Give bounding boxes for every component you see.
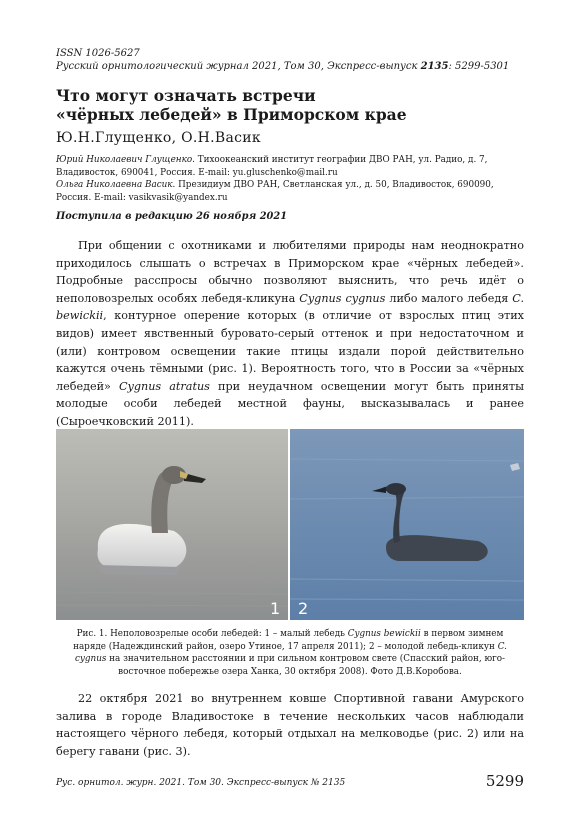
photo-bewick-swan	[56, 429, 288, 620]
photo-whooper-swan	[290, 429, 524, 620]
affiliation-2	[56, 179, 496, 204]
affiliation-text: . Тихоокеанский институт географии ДВО РАН, ул. Радио, д. 7, Владивосток, 690041, Россия. E-mail: yu.gluschenko@mail.ru	[56, 155, 488, 178]
caption-text: на значительном расстоянии и при сильном контровом свете (Спасский район, юго-восточное побережье озера Ханка, 30 октября 2008). Фото Д.В.Коробова.	[106, 654, 505, 677]
article-title	[56, 86, 476, 124]
issn: ISSN 1026-5627	[56, 48, 140, 59]
text-run: , контурное оперение которых (в отличие от взрослых птиц этих видов) имеет явственный буровато-серый оттенок и при недостаточном и (или) контровом освещении такие птицы издали порой действительно кажутся очень тёмными (рис. 1). Вероятность того, что в России за «чёрных лебедей»	[56, 309, 524, 393]
received-date: Поступила в редакцию 26 ноября 2021	[56, 211, 288, 222]
figure-caption	[62, 628, 518, 678]
authors: Ю.Н.Глущенко, О.Н.Васик	[56, 130, 261, 146]
text-run: при неудачном освещении могут быть приняты молодые особи лебедей местной фауны, высказывалась и ранее (Сыроечковский 2011).	[56, 379, 524, 428]
caption-text: в первом зимнем наряде (Надеждинский район, озеро Утиное, 17 апреля 2011); 2 – молодой лебедь-кликун	[73, 629, 504, 652]
figure-label-2: 2	[298, 599, 309, 618]
affiliation-text: . Президиум ДВО РАН, Светланская ул., д. 50, Владивосток, 690090, Россия. E-mail: vasikvasik@yandex.ru	[56, 180, 494, 203]
page-number: 5299	[485, 772, 524, 790]
caption-text: Рис. 1. Неполовозрелые особи лебедей: 1 – малый лебедь	[76, 629, 348, 639]
species-name: C. cygnus	[75, 641, 507, 665]
affiliations	[56, 154, 496, 204]
species-name: C. bewickii	[56, 291, 524, 323]
photo-bewick-swan-image	[56, 429, 288, 620]
footer-citation: Рус. орнитол. журн. 2021. Том 30. Экспресс-выпуск № 2135	[56, 778, 346, 788]
issue-number: 2135	[420, 61, 449, 72]
figure-label-1: 1	[270, 599, 281, 618]
journal-prefix: Русский орнитологический журнал 2021, Том 30, Экспресс-выпуск	[56, 61, 421, 72]
body-paragraph-2	[56, 690, 524, 760]
title-line-1: Что могут означать встречи	[56, 86, 316, 105]
photo-whooper-swan-image	[290, 429, 524, 620]
species-name: Cygnus bewickii	[347, 629, 421, 639]
affiliation-author-name: Юрий Николаевич Глущенко	[56, 155, 193, 165]
text-run: либо малого лебедя	[385, 291, 513, 305]
text-run: При общении с охотниками и любителями природы нам неоднократно приходилось слышать о встречах в Приморском крае «чёрных лебедей». Подробные расспросы обычно позволяют выяснить, что речь идёт о неполовозрелых особях лебедя-кликуна	[56, 239, 524, 305]
title-line-2: «чёрных лебедей» в Приморском крае	[56, 105, 407, 124]
affiliation-author-name: Ольга Николаевна Васик	[56, 180, 173, 190]
page-range: : 5299-5301	[448, 61, 510, 72]
body-paragraph-1	[56, 237, 524, 431]
species-name: Cygnus atratus	[118, 379, 210, 393]
journal-citation	[56, 61, 509, 73]
affiliation-1	[56, 154, 496, 179]
paragraph-text: 22 октября 2021 во внутреннем ковше Спортивной гавани Амурского залива в городе Владивостоке в течение нескольких часов наблюдали настоящего чёрного лебедя, который отдыхал на мелководье (рис. 2) или на берегу гавани (рис. 3).	[56, 692, 524, 758]
species-name: Cygnus cygnus	[299, 291, 386, 305]
